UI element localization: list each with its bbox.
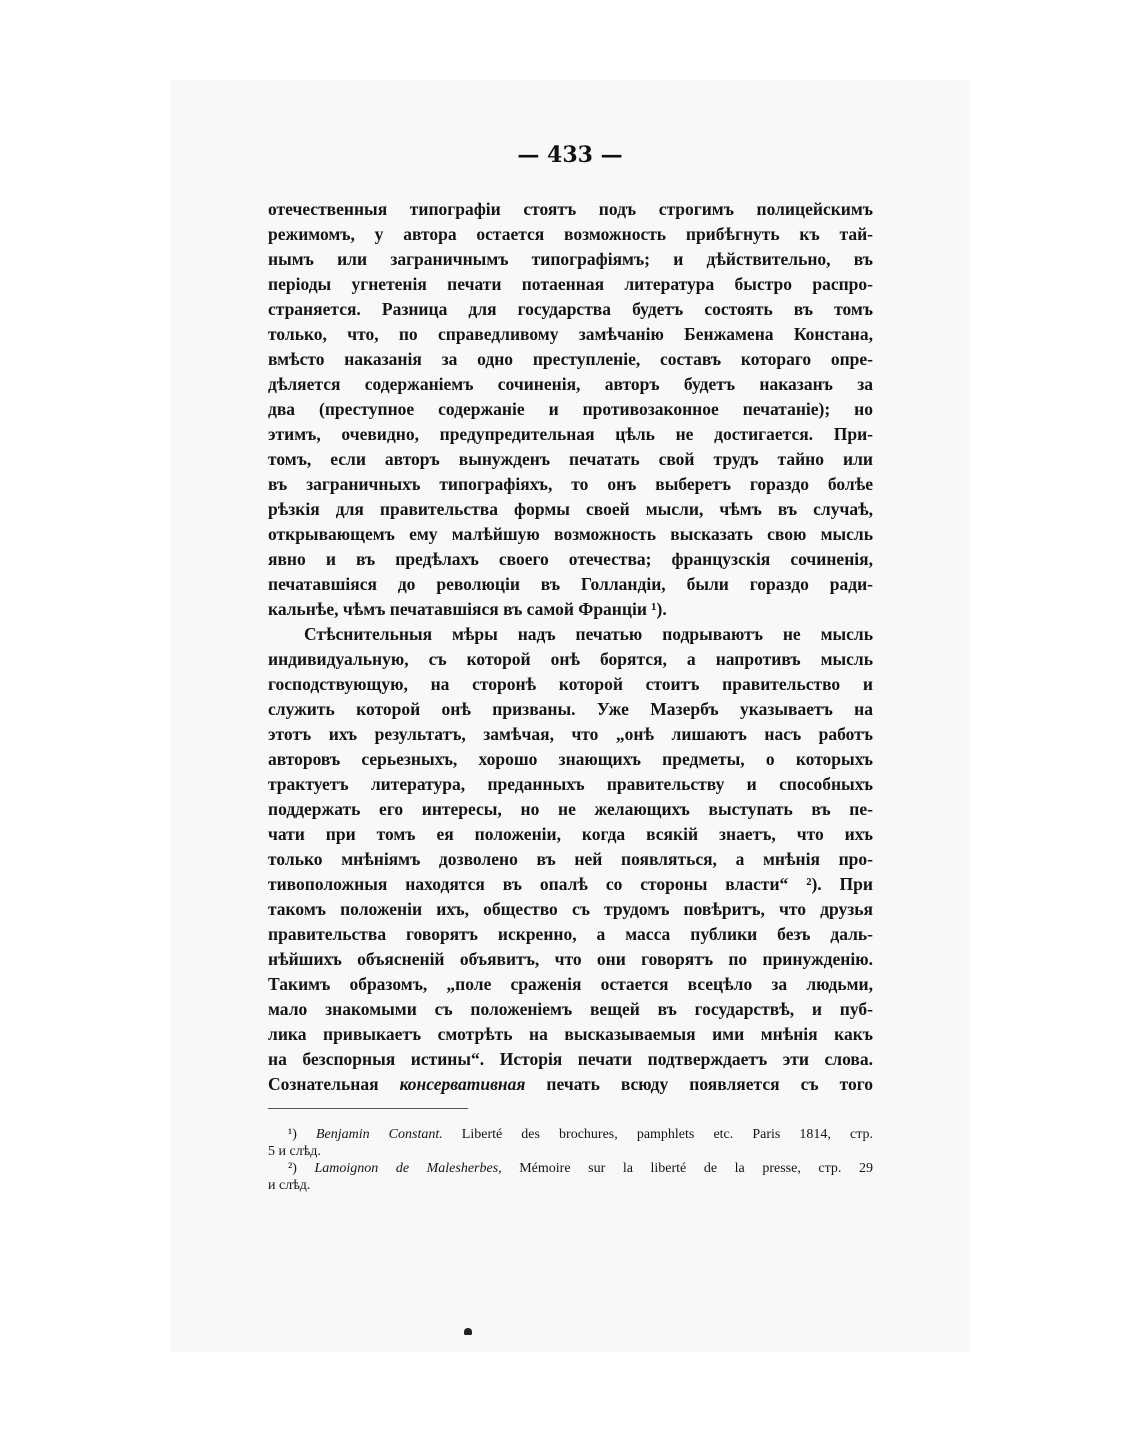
text-line: періоды угнетенія печати потаенная литература быстро распро- (268, 274, 873, 294)
text-line: дѣляется содержаніемъ сочиненія, авторъ будетъ наказанъ за (268, 374, 873, 394)
text-segment: Сознательная (268, 1074, 400, 1094)
printer-mark (464, 1328, 472, 1335)
text-line: отечественныя типографіи стоятъ подъ строгимъ полицейскимъ (268, 199, 873, 219)
text-line: этимъ, очевидно, предупредительная цѣль не достигается. При- (268, 424, 873, 444)
footnote-1 (268, 1126, 873, 1160)
footnote-author: Lamoignon de Malesherbes, (314, 1161, 502, 1176)
text-line: страняется. Разница для государства будетъ состоять въ томъ (268, 299, 873, 319)
text-line: поддержать его интересы, но не желающихъ выступать въ пе- (268, 799, 873, 819)
text-line: въ заграничныхъ типографіяхъ, то онъ выберетъ гораздо болѣе (268, 474, 873, 494)
body-text (268, 197, 873, 1097)
text-segment: печать всюду появляется съ того (525, 1074, 873, 1094)
text-line: вмѣсто наказанія за одно преступленіе, составъ котораго опре- (268, 349, 873, 369)
text-line (268, 1072, 873, 1097)
footnote-line (268, 1160, 873, 1177)
text-line: открывающемъ ему малѣйшую возможность высказать свою мысль (268, 524, 873, 544)
text-line: служить которой онѣ призваны. Уже Мазербъ указываетъ на (268, 699, 873, 719)
footnotes (268, 1126, 873, 1194)
italic-text: консервативная (399, 1074, 526, 1094)
text-line: лика привыкаетъ смотрѣть на высказываемыя ими мнѣнія какъ (268, 1024, 873, 1044)
text-line: два (преступное содержаніе и противозаконное печатаніе); но (268, 399, 873, 419)
footnote-line: и слѣд. (268, 1178, 311, 1193)
text-line: томъ, если авторъ вынужденъ печатать свой трудъ тайно или (268, 449, 873, 469)
text-line: Стѣснительныя мѣры надъ печатью подрываютъ не мысль (304, 624, 873, 644)
text-line: на безспорныя истины“. Исторія печати подтверждаетъ эти слова. (268, 1049, 873, 1069)
page-number: — 433 — (517, 142, 623, 168)
text-line: трактуетъ литература, преданныхъ правительству и способныхъ (268, 774, 873, 794)
paragraph-2 (268, 622, 873, 1097)
footnote-line: 5 и слѣд. (268, 1144, 321, 1159)
text-line: этотъ ихъ результатъ, замѣчая, что „онѣ лишаютъ насъ работъ (268, 724, 873, 744)
footnote-marker: ²) (288, 1161, 315, 1176)
text-line: мало знакомыми съ положеніемъ вещей въ государствѣ, и пуб- (268, 999, 873, 1019)
footnote-text: Liberté des brochures, pamphlets etc. Paris 1814, стр. (442, 1127, 873, 1142)
footnote-marker: ¹) (288, 1127, 316, 1142)
footnote-text: Mémoire sur la liberté de la presse, стр. 29 (501, 1161, 873, 1176)
footnote-line (268, 1126, 873, 1143)
text-line: только, что, по справедливому замѣчанію Бенжамена Констана, (268, 324, 873, 344)
text-line: кальнѣе, чѣмъ печатавшіяся въ самой Франціи ¹). (268, 599, 667, 619)
text-line: только мнѣніямъ дозволено въ ней появляться, а мнѣнія про- (268, 849, 873, 869)
paragraph-1 (268, 197, 873, 622)
text-line: господствующую, на сторонѣ которой стоитъ правительство и (268, 674, 873, 694)
text-line: рѣзкія для правительства формы своей мысли, чѣмъ въ случаѣ, (268, 499, 873, 519)
text-line: режимомъ, у автора остается возможность прибѣгнуть къ тай- (268, 224, 873, 244)
text-line: Такимъ образомъ, „поле сраженія остается всецѣло за людьми, (268, 974, 873, 994)
footnote-author: Benjamin Constant. (315, 1127, 443, 1142)
text-line: нымъ или заграничнымъ типографіямъ; и дѣйствительно, въ (268, 249, 873, 269)
text-line: явно и въ предѣлахъ своего отечества; французскія сочиненія, (268, 549, 873, 569)
text-line: тивоположныя находятся въ опалѣ со стороны власти“ ²). При (268, 874, 873, 894)
text-line: авторовъ серьезныхъ, хорошо знающихъ предметы, о которыхъ (268, 749, 873, 769)
text-line: правительства говорятъ искренно, а масса публики безъ даль- (268, 924, 873, 944)
text-line: печатавшіяся до революціи въ Голландіи, были гораздо ради- (268, 574, 873, 594)
text-line: индивидуальную, съ которой онѣ борятся, а напротивъ мысль (268, 649, 873, 669)
text-line: чати при томъ ея положеніи, когда всякій знаетъ, что ихъ (268, 824, 873, 844)
footnote-2 (268, 1160, 873, 1194)
footnote-separator (268, 1108, 468, 1109)
text-line: нѣйшихъ объясненій объявитъ, что они говорятъ по принужденію. (268, 949, 873, 969)
text-line: такомъ положеніи ихъ, общество съ трудомъ повѣритъ, что друзья (268, 899, 873, 919)
